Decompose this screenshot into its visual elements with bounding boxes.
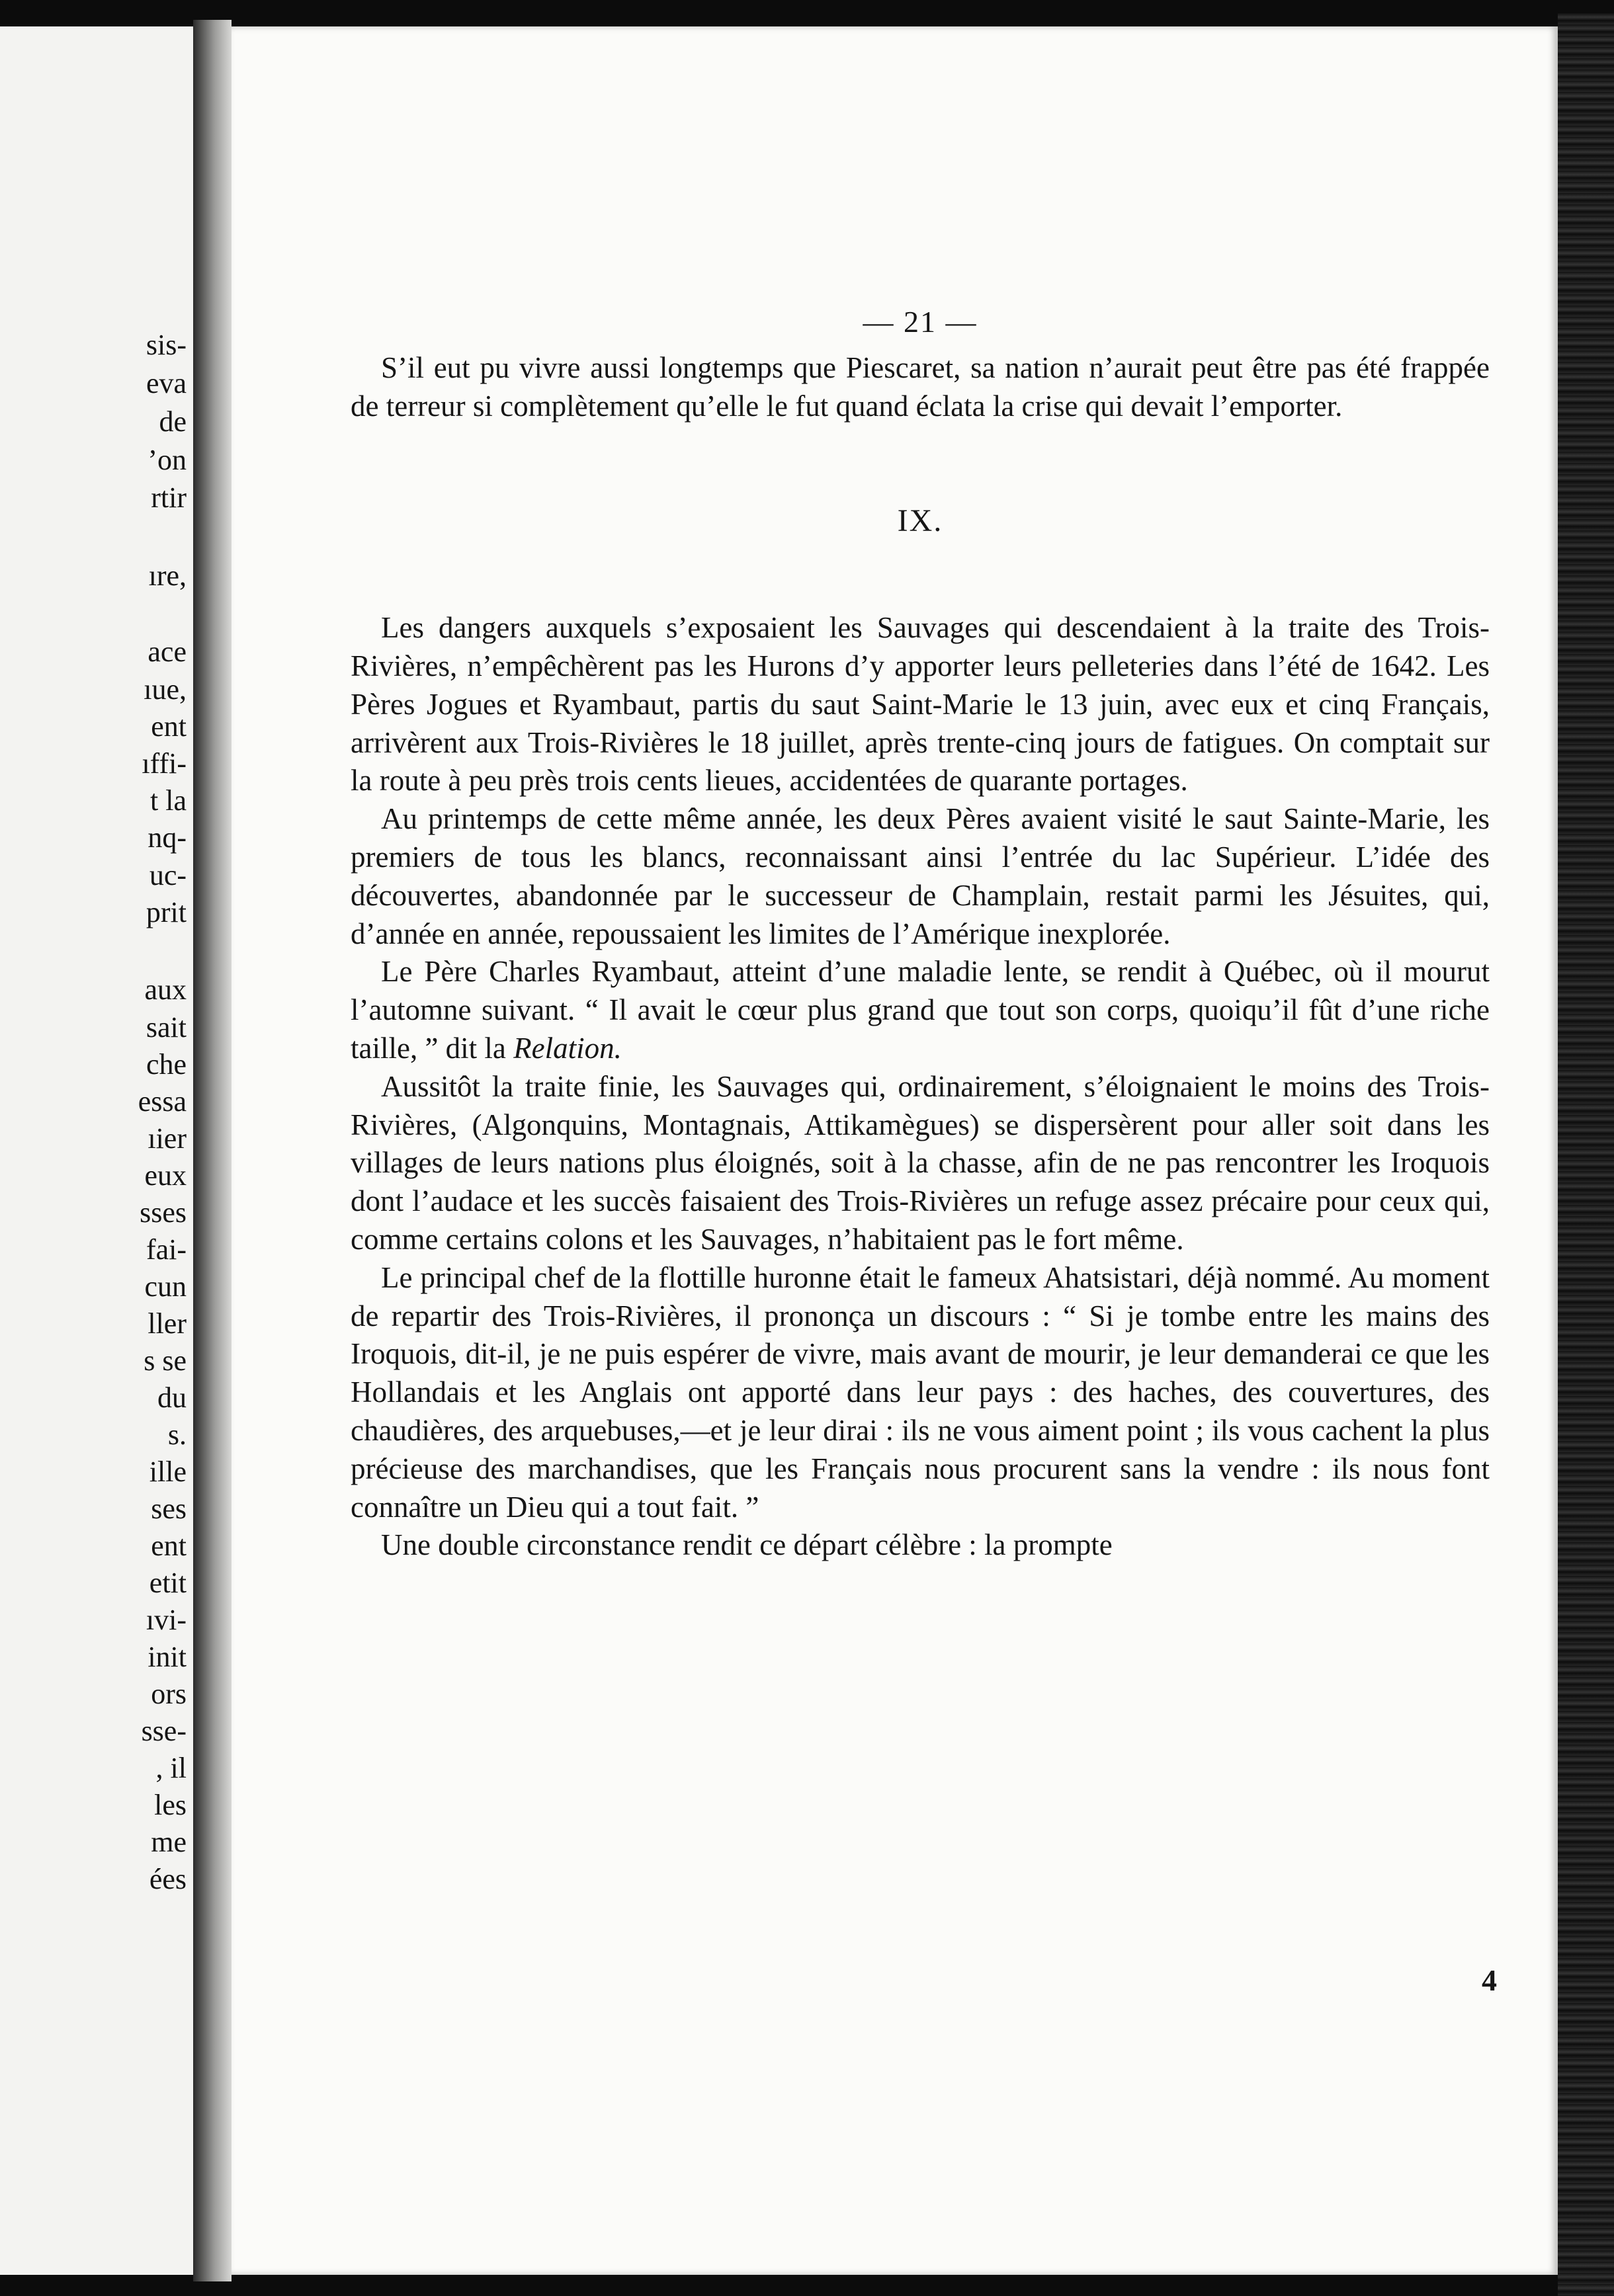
page-text-block [351, 303, 1490, 1565]
left-page-text-fragment: ’on [148, 444, 187, 476]
left-page-text-fragment: etit [149, 1567, 187, 1599]
left-page-text-fragment: de [159, 405, 187, 438]
left-page-text-fragment: rtir [151, 481, 187, 514]
page-number: — 21 — [863, 305, 978, 339]
signature-mark: 4 [1482, 1963, 1497, 1997]
paragraph: Aussitôt la traite finie, les Sauvages qui, ordinairement, s’éloignaient le moins des Trois-Rivières, (Algonquins, Montagnais, Attikamègues) se dispersèrent pour aller soit dans les villages de leurs nations plus éloignés, soit à la chasse, afin de ne pas rencontrer les Iroquois dont l’audace et les succès faisaient des Trois-Rivières un refuge assez précaire pour ceux qui, comme certains colons et les Sauvages, n’habitaient pas le fort même. [351, 1069, 1490, 1256]
left-page-text-fragment: , il [155, 1752, 187, 1784]
section-heading: IX. [897, 503, 943, 539]
left-page-text-fragment: ille [149, 1456, 187, 1488]
left-page-text-fragment: t la [150, 784, 187, 817]
left-page-text-fragment: eux [144, 1159, 187, 1192]
left-page-text-fragment: aux [144, 973, 187, 1006]
left-page-text-fragment: nq- [148, 821, 187, 854]
left-page-text-fragment: ıue, [144, 673, 187, 706]
left-page-text-fragment: sis- [146, 329, 187, 361]
left-page-text-fragment: ıvi- [146, 1604, 187, 1636]
left-page-text-fragment: essa [138, 1085, 187, 1118]
left-page-text-fragment: ses [151, 1493, 187, 1525]
left-page-text-fragment: ıffi- [142, 747, 187, 780]
left-page-fragment [0, 26, 193, 2275]
left-page-text-fragment: cun [144, 1270, 187, 1303]
left-page-text-fragment: ées [149, 1863, 187, 1895]
left-page-text-fragment: sses [140, 1196, 187, 1229]
paragraph: Les dangers auxquels s’exposaient les Sauvages qui descendaient à la traite des Trois-Rivières, n’empêchèrent pas les Hurons d’y apporter leurs pelleteries dans l’été de 1642. Les Pères Jogues et Ryambaut, partis du saut Saint-Marie le 13 juin, avec eux et cinq Français, arrivèrent aux Trois-Rivières le 18 juillet, après trente-cinq jours de fatigues. On comptait sur la route à peu près trois cents lieues, accidentées de quarante portages. [351, 611, 1490, 798]
left-page-text-fragment: ller [148, 1307, 187, 1340]
page [232, 26, 1558, 2275]
left-page-text-fragment: prit [146, 896, 187, 928]
left-page-text-fragment: uc- [149, 859, 187, 891]
left-page-text-fragment: me [151, 1826, 187, 1858]
left-page-text-fragment: s. [167, 1418, 187, 1451]
paragraph: Au printemps de cette même année, les deux Pères avaient visité le saut Sainte-Marie, les premiers de tous les blancs, reconnaissant ainsi l’entrée du lac Supérieur. L’idée des découvertes, abandonnée par le successeur de Champlain, restait parmi les Jésuites, qui, d’année en année, repoussaient les limites de l’Amérique inexplorée. [351, 802, 1490, 950]
left-page-text-fragment: ent [151, 1530, 187, 1562]
book-gutter [193, 20, 232, 2281]
paragraph-final: Une double circonstance rendit ce départ célèbre : la prompte [381, 1528, 1113, 1562]
left-page-text-fragment: sait [146, 1011, 187, 1044]
paragraph: Le principal chef de la flottille huronne était le fameux Ahatsistari, déjà nommé. Au moment de repartir des Trois-Rivières, il prononça un discours : “ Si je tombe entre les mains des Iroquois, dit-il, je ne puis espérer de vivre, mais avant de mourir, je leur demanderai ce que les Hollandais et les Anglais ont apporté dans leur pays : des haches, des couvertures, des chaudières, des arquebuses,—et je leur dirai : ils ne vous aiment point ; ils vous cachent la plus précieuse des marchandises, que les Français nous procurent sans la vendre : ils nous font connaître un Dieu qui a tout fait. ” [351, 1260, 1490, 1524]
left-page-text-fragment: ent [151, 710, 187, 743]
left-page-text-fragment: init [148, 1641, 187, 1673]
intro-paragraph: S’il eut pu vivre aussi longtemps que Piescaret, sa nation n’aurait peut être pas été frappée de terreur si complètement qu’elle le fut quand éclata la crise qui devait l’emporter. [351, 350, 1490, 423]
left-page-text-fragment: ıre, [148, 559, 187, 592]
left-page-text-fragment: s se [144, 1344, 187, 1377]
left-page-text-fragment: ace [148, 636, 187, 668]
paragraph-ryambaut [351, 953, 1490, 1067]
left-page-text-fragment: eva [146, 367, 187, 399]
paragraph-text: Le Père Charles Ryambaut, atteint d’une maladie lente, se rendit à Québec, où il mourut l’automne suivant. “ Il avait le cœur plus grand que tout son corps, quoiqu’il fût d’une riche taille, ” dit la [351, 955, 1490, 1065]
left-page-text-fragment: sse- [141, 1715, 187, 1747]
right-page-edge [1558, 13, 1614, 2296]
left-page-text-fragment: fai- [146, 1233, 187, 1266]
left-page-text-fragment: che [146, 1048, 187, 1081]
left-page-text-fragment: du [157, 1381, 187, 1414]
left-page-text-fragment: ors [151, 1678, 187, 1710]
left-page-text-fragment: les [154, 1789, 187, 1821]
left-page-text-fragment: ıier [148, 1122, 187, 1155]
relation-title: Relation. [513, 1031, 622, 1065]
